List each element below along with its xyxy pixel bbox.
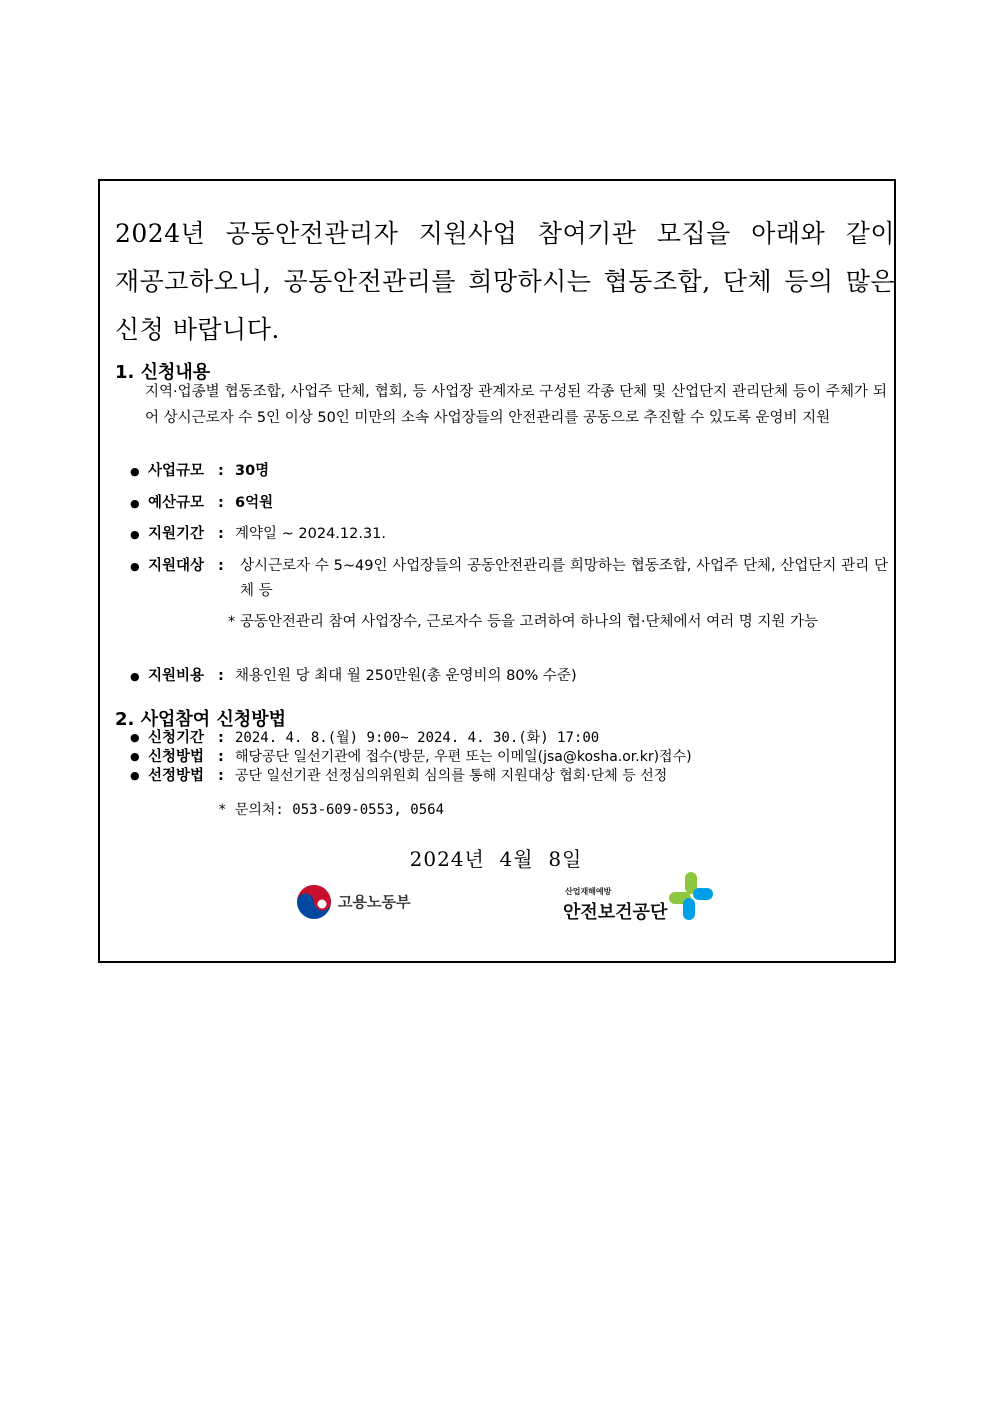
section-1-title: 1. 신청내용: [115, 362, 211, 383]
moel-logo: [296, 882, 426, 922]
bullet-icon: ●: [130, 497, 140, 510]
item-value: 30명: [235, 463, 270, 479]
contact-info: * 문의처: 053-609-0553, 0564: [218, 802, 445, 818]
item-value: 공단 일선기관 선정심의위원회 심의를 통해 지원대상 협회·단체 등 선정: [235, 768, 668, 784]
bullet-icon: ●: [130, 750, 140, 763]
bullet-icon: ●: [130, 465, 140, 478]
kosha-subtitle: 산업재해예방: [565, 887, 612, 896]
intro-line-3: 신청 바랍니다.: [115, 315, 280, 344]
bullet-icon: ●: [130, 560, 140, 573]
item-label: 신청방법: [148, 749, 205, 765]
item-label: 선정방법: [148, 768, 205, 784]
moel-name: 고용노동부: [338, 893, 411, 911]
notice-date: 2024년 4월 8일: [409, 847, 583, 871]
item-value: 채용인원 당 최대 월 250만원(총 운영비의 80% 수준): [235, 668, 577, 684]
bullet-icon: ●: [130, 731, 140, 744]
item-value: 2024. 4. 8.(월) 9:00~ 2024. 4. 30.(화) 17:00: [235, 730, 600, 746]
intro-paragraph: [115, 210, 895, 354]
intro-line-2: 재공고하오니, 공동안전관리를 희망하시는 협동조합, 단체 등의 많은: [115, 267, 895, 296]
item-label: 지원비용: [148, 668, 205, 684]
item-label: 사업규모: [148, 463, 205, 479]
item-label: 지원대상: [148, 558, 205, 574]
item-value: 상시근로자 수 5~49인 사업장들의 공동안전관리를 희망하는 협동조합, 사업주 단체, 산업단지 관리 단체 등: [240, 558, 888, 599]
section-1-description: 지역·업종별 협동조합, 사업주 단체, 협회, 등 사업장 관계자로 구성된 각종 단체 및 산업단지 관리단체 등이 주체가 되어 상시근로자 수 5인 이상 50인 미만의 소속 사업장들의 안전관리를 공동으로 추진할 수 있도록 운영비 지원: [145, 384, 887, 426]
item-label: 신청기간: [148, 730, 205, 746]
item-label: 예산규모: [148, 495, 205, 511]
kosha-name: 안전보건공단: [563, 902, 668, 923]
item-value: 6억원: [235, 495, 274, 511]
section-2-title: 2. 사업참여 신청방법: [115, 709, 286, 730]
kosha-logo: [563, 872, 723, 924]
item-support-target: ● 지원대상 : 상시근로자 수 5~49인 사업장들의 공동안전관리를 희망하는 협동조합, 사업주 단체, 산업단지 관리 단체 등: [130, 554, 890, 606]
bullet-icon: ●: [130, 670, 140, 683]
bullet-icon: ●: [130, 528, 140, 541]
intro-line-1: 2024년 공동안전관리자 지원사업 참여기관 모집을 아래와 같이: [115, 219, 895, 248]
section-1-note: * 공동안전관리 참여 사업장수, 근로자수 등을 고려하여 하나의 협·단체에서 여러 명 지원 가능: [228, 614, 819, 630]
taegeuk-icon: [296, 884, 332, 920]
green-cross-icon: [669, 872, 713, 920]
item-value: 해당공단 일선기관에 접수(방문, 우편 또는 이메일(jsa@kosha.or.kr)접수): [235, 749, 692, 765]
item-value: 계약일 ~ 2024.12.31.: [235, 526, 387, 542]
bullet-icon: ●: [130, 769, 140, 782]
item-label: 지원기간: [148, 526, 205, 542]
